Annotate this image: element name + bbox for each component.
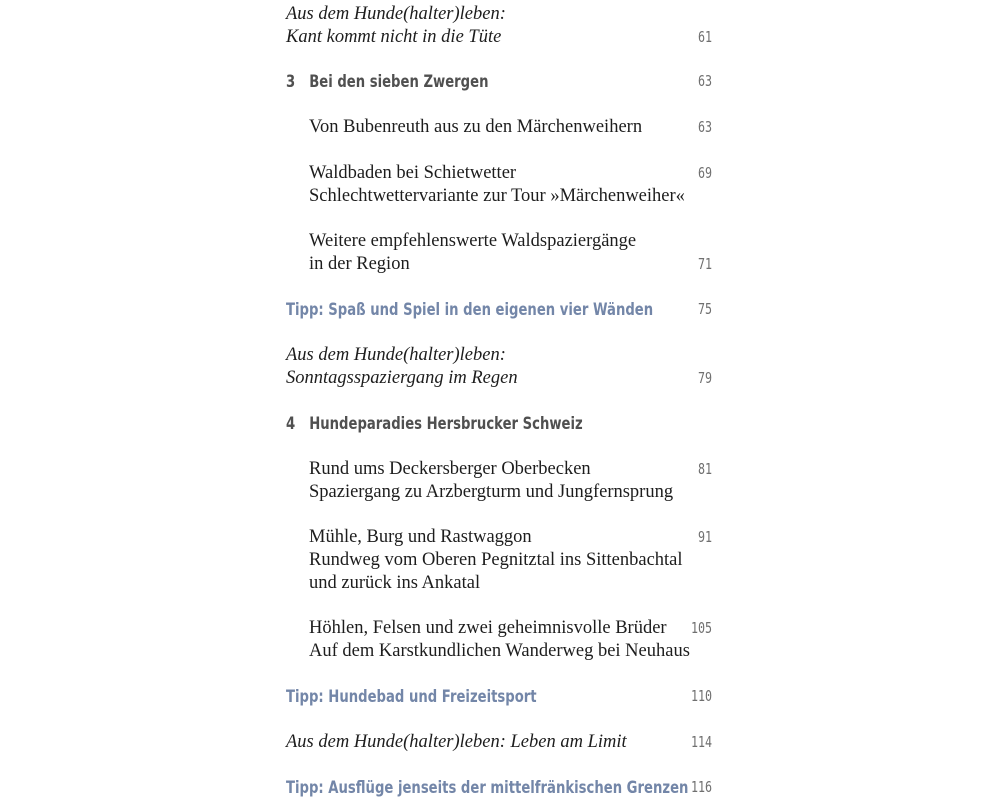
page-number: 81 <box>697 460 712 478</box>
entry-line-1: Rund ums Deckersberger Oberbecken <box>309 459 591 479</box>
entry-line-1: Aus dem Hunde(halter)leben: <box>286 4 506 24</box>
table-of-contents <box>286 0 712 800</box>
chapter-title-text: Hundeparadies Hersbrucker Schweiz <box>309 414 583 433</box>
entry-line-2: in der Region <box>309 254 410 274</box>
entry-line-2: Rundweg vom Oberen Pegnitztal ins Sittenbachtal <box>309 550 683 570</box>
entry-line-2: Kant kommt nicht in die Tüte <box>286 27 502 47</box>
entry-line-3: und zurück ins Ankatal <box>309 573 481 593</box>
entry-line-1: Weitere empfehlenswerte Waldspaziergänge <box>309 231 637 251</box>
entry-line-2: Sonntagsspaziergang im Regen <box>286 368 518 388</box>
entry-line-1: Höhlen, Felsen und zwei geheimnisvolle Brüder <box>309 618 667 638</box>
page-number: 116 <box>690 778 712 796</box>
tip-title: Tipp: Hundebad und Freizeitsport <box>286 687 537 706</box>
entry-line-1: Mühle, Burg und Rastwaggon <box>309 527 532 547</box>
chapter-number: 3 <box>286 72 296 91</box>
page-number: 110 <box>690 687 712 705</box>
tip-title: Tipp: Spaß und Spiel in den eigenen vier Wänden <box>286 300 654 319</box>
page-number: 61 <box>697 28 712 46</box>
entry-line-1: Von Bubenreuth aus zu den Märchenweihern <box>309 117 643 137</box>
chapter-number: 4 <box>286 414 296 433</box>
page-number: 79 <box>697 369 712 387</box>
chapter-title <box>286 70 488 93</box>
chapter-title-text: Bei den sieben Zwergen <box>309 72 489 91</box>
page-number: 63 <box>697 72 712 90</box>
tip-title: Tipp: Ausflüge jenseits der mittelfränkischen Grenzen <box>286 778 689 797</box>
page-number: 63 <box>697 118 712 136</box>
page-number: 69 <box>697 164 712 182</box>
entry-line-2: Auf dem Karstkundlichen Wanderweg bei Neuhaus <box>309 641 690 661</box>
entry-line-2: Spaziergang zu Arzbergturm und Jungfernsprung <box>309 482 674 502</box>
entry-line-1: Aus dem Hunde(halter)leben: Leben am Limit <box>286 732 627 752</box>
page-number: 105 <box>690 619 712 637</box>
entry-line-2: Schlechtwettervariante zur Tour »Märchenweiher« <box>309 186 685 206</box>
page-number: 114 <box>690 733 712 751</box>
page-number: 71 <box>697 255 712 273</box>
entry-line-1: Aus dem Hunde(halter)leben: <box>286 345 506 365</box>
page-number: 75 <box>697 300 712 318</box>
page-number: 91 <box>697 528 712 546</box>
chapter-title <box>286 412 583 435</box>
entry-line-1: Waldbaden bei Schietwetter <box>309 163 517 183</box>
